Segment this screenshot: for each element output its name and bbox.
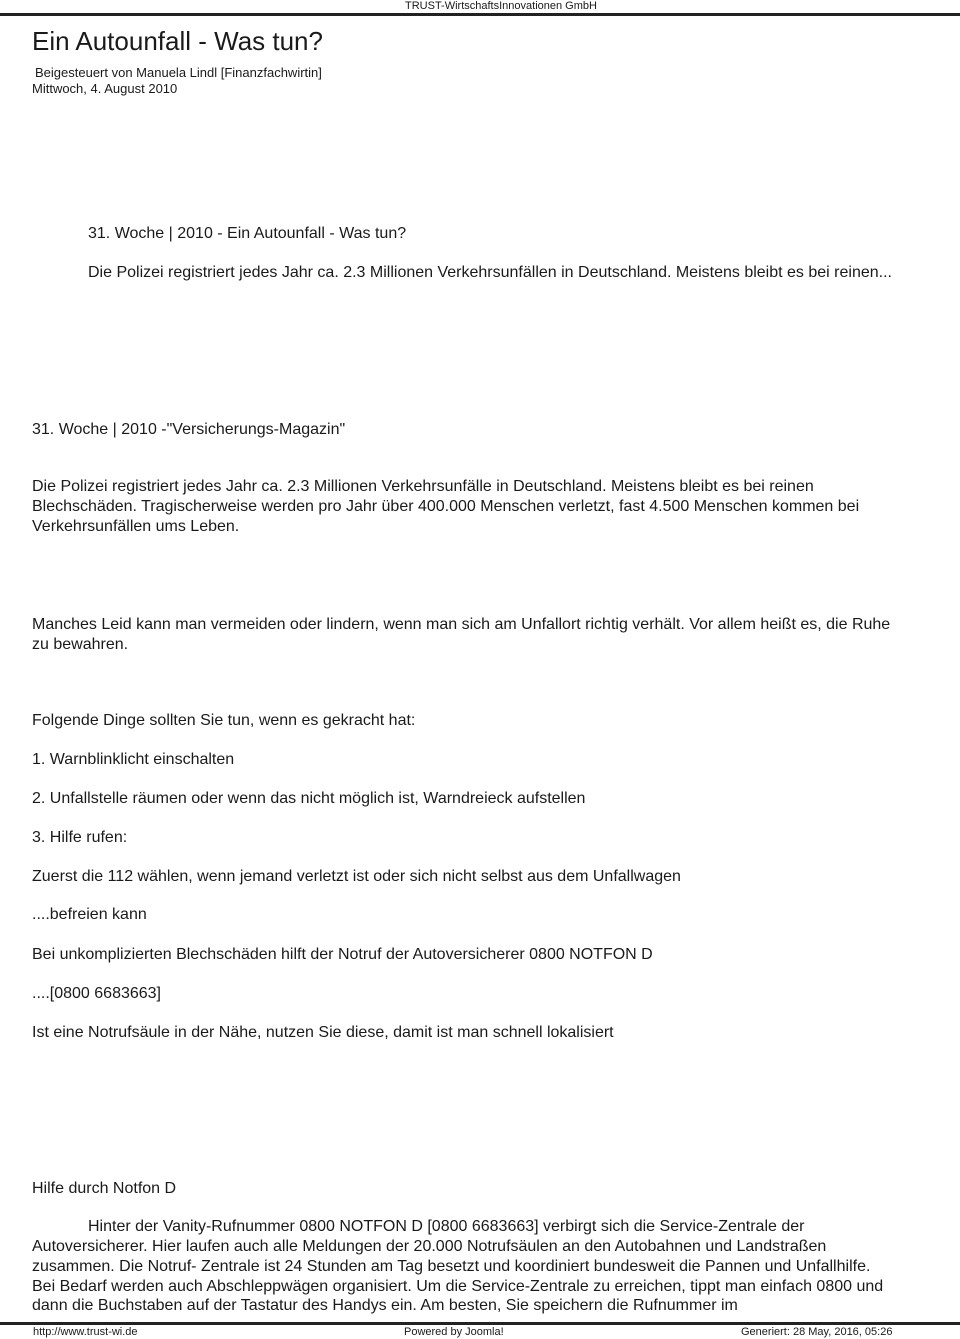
list-intro: Folgende Dinge sollten Sie tun, wenn es gekracht hat:: [32, 712, 416, 729]
footer-generated: Generiert: 28 May, 2016, 05:26: [741, 1326, 893, 1338]
para1-line: Blechschäden. Tragischerweise werden pro Jahr über 400.000 Menschen verletzt, fast 4.500 Menschen kommen bei: [32, 498, 860, 515]
para2-line: zu bewahren.: [32, 636, 129, 653]
para2-line: Manches Leid kann man vermeiden oder lindern, wenn man sich am Unfallort richtig verhält. Vor allem heißt es, die Ruhe: [32, 616, 891, 633]
notfon-heading: Hilfe durch Notfon D: [32, 1180, 177, 1197]
step: Bei unkomplizierten Blechschäden hilft der Notruf der Autoversicherer 0800 NOTFON D: [32, 946, 653, 963]
footer-url[interactable]: http://www.trust-wi.de: [33, 1326, 138, 1338]
notfon-line: zusammen. Die Notruf- Zentrale ist 24 Stunden am Tag besetzt und koordiniert bundesweit die Pannen und Unfallhilfe.: [32, 1258, 871, 1275]
step: 2. Unfallstelle räumen oder wenn das nicht möglich ist, Warndreieck aufstellen: [32, 790, 586, 807]
notfon-line: Hinter der Vanity-Rufnummer 0800 NOTFON D [0800 6683663] verbirgt sich die Service-Zentrale der: [88, 1218, 805, 1235]
page-title: Ein Autounfall - Was tun?: [32, 26, 323, 56]
step: Ist eine Notrufsäule in der Nähe, nutzen Sie diese, damit ist man schnell lokalisiert: [32, 1024, 614, 1041]
para1-line: Die Polizei registriert jedes Jahr ca. 2.3 Millionen Verkehrsunfälle in Deutschland. Meistens bleibt es bei reinen: [32, 478, 814, 495]
notfon-line: dann die Buchstaben auf der Tastatur des Handys ein. Am besten, Sie speichern die Rufnummer im: [32, 1297, 738, 1314]
step: ....[0800 6683663]: [32, 985, 161, 1002]
footer-powered: Powered by Joomla!: [404, 1326, 504, 1338]
header-rule: [0, 13, 960, 16]
section-heading: 31. Woche | 2010 -"Versicherungs-Magazin": [32, 421, 346, 438]
notfon-line: Bei Bedarf werden auch Abschleppwägen organisiert. Um die Service-Zentrale zu erreichen, tippt man einfach 0800 und: [32, 1278, 884, 1295]
footer-rule: [0, 1322, 960, 1325]
step: ....befreien kann: [32, 906, 147, 923]
step: 3. Hilfe rufen:: [32, 829, 128, 846]
author: Beigesteuert von Manuela Lindl [Finanzfachwirtin]: [35, 65, 322, 80]
step: Zuerst die 112 wählen, wenn jemand verletzt ist oder sich nicht selbst aus dem Unfallwagen: [32, 868, 681, 885]
step: 1. Warnblinklicht einschalten: [32, 751, 235, 768]
intro-heading: 31. Woche | 2010 - Ein Autounfall - Was tun?: [88, 225, 407, 242]
para1-line: Verkehrsunfällen ums Leben.: [32, 518, 240, 535]
notfon-line: Autoversicherer. Hier laufen auch alle Meldungen der 20.000 Notrufsäulen an den Autobahnen und Landstraßen: [32, 1238, 827, 1255]
header-company: TRUST-WirtschaftsInnovationen GmbH: [405, 0, 597, 12]
intro-text: Die Polizei registriert jedes Jahr ca. 2.3 Millionen Verkehrsunfällen in Deutschland. Meistens bleibt es bei reinen...: [88, 264, 892, 281]
date: Mittwoch, 4. August 2010: [32, 81, 178, 96]
